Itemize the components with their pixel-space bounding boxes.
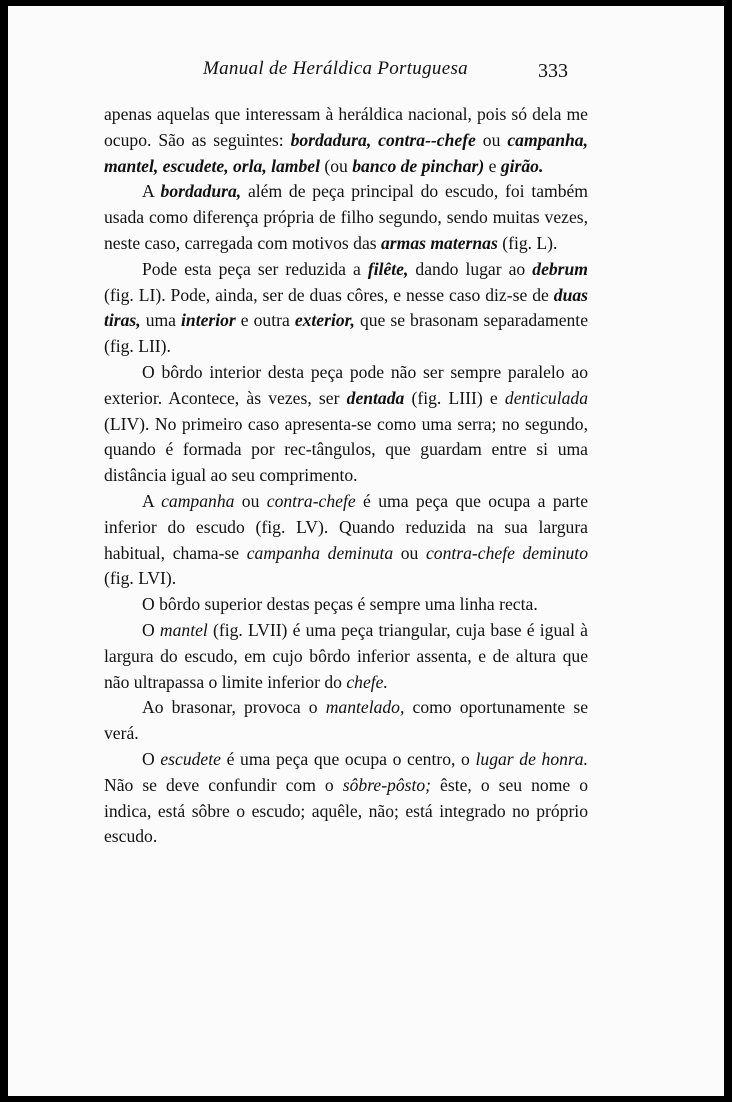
text-run: (fig. L). (497, 232, 558, 253)
text-run: Pode esta peça ser reduzida a (142, 258, 368, 279)
paragraph-1 (104, 102, 588, 179)
text-run: ou (475, 129, 508, 150)
term-interior: interior (181, 310, 236, 331)
paragraph-6 (104, 592, 588, 618)
running-title: Manual de Heráldica Portuguesa (203, 58, 468, 79)
term-bordadura: bordadura, (160, 181, 242, 202)
text-run: O (142, 619, 160, 640)
text-run: ou (234, 490, 267, 511)
term-armas-maternas: armas maternas (381, 232, 498, 253)
paragraph-7 (104, 618, 588, 695)
text-run: e outra (235, 310, 295, 331)
term-mantel: mantel (159, 619, 208, 640)
text-run: além de peça principal do escudo, foi também usada como diferença própria de filho segundo, sendo muitas vezes, neste caso, carregada com motivos das (104, 181, 588, 253)
text-run: O (142, 748, 161, 769)
term-lugar-de-honra: lugar de honra. (475, 748, 588, 769)
paragraph-2 (104, 179, 588, 256)
term-exterior: exterior, (294, 310, 355, 331)
term-chefe: chefe. (346, 671, 388, 692)
text-run: A (142, 181, 161, 202)
text-run: Não se deve confundir com o (104, 774, 343, 795)
term-campanha: campanha (161, 490, 235, 511)
paragraph-4 (104, 360, 588, 489)
term-sobre-posto: sôbre-pôsto; (342, 774, 432, 795)
book-page (8, 6, 724, 1096)
paragraph-9 (104, 747, 588, 850)
text-run: uma (140, 310, 182, 331)
paragraph-3 (104, 257, 588, 360)
term-banco-de-pinchar: banco de pinchar) (352, 155, 485, 176)
text-run: A (142, 490, 162, 511)
paragraph-8 (104, 695, 588, 747)
text-run: O bôrdo interior desta peça pode não ser sempre paralelo ao exterior. Acontece, às vezes, ser (104, 361, 588, 408)
term-contra-chefe-deminuto: contra-chefe deminuto (425, 542, 588, 563)
text-run: O bôrdo superior destas peças é sempre uma linha recta. (142, 594, 538, 615)
text-run: (LIV). No primeiro caso apresenta-se como uma serra; no segundo, quando é formada por rec-tângulos, que guardam entre si uma distância igual ao seu comprimento. (104, 413, 588, 486)
text-run: êste, o seu nome o indica, está sôbre o escudo; aquêle, não; está integrado no próprio escudo. (104, 774, 588, 847)
term-contra-chefe: contra-chefe (266, 490, 356, 511)
term-campanha-deminuta: campanha deminuta (246, 542, 394, 563)
text-run: (fig. LIII) e (404, 387, 505, 408)
term-list: campanha, mantel, escudete, orla, lambel (104, 129, 588, 176)
term-filete: filête, (367, 258, 409, 279)
term-escudete: escudete (160, 748, 221, 769)
term-girao: girão. (500, 155, 544, 176)
text-run: como oportunamente se verá. (104, 697, 589, 744)
text-run: (fig. LI). Pode, ainda, ser de duas côres, e nesse caso diz-se de (104, 284, 554, 305)
term-dentada: dentada (346, 387, 405, 408)
term-mantelado: mantelado, (325, 697, 405, 718)
body-text (104, 102, 588, 850)
text-run: (fig. LVII) é uma peça triangular, cuja base é igual à largura do escudo, em cujo bôrdo inferior assenta, e de altura que não ultrapassa o limite inferior do (104, 619, 588, 692)
text-run: que se brasonam separadamente (fig. LII). (104, 310, 589, 357)
text-run: Ao brasonar, provoca o (142, 697, 326, 718)
text-run: apenas aquelas que interessam à heráldica nacional, pois só dela me ocupo. São as seguintes: (104, 104, 588, 150)
text-run: ou (393, 542, 426, 563)
paragraph-5 (104, 489, 588, 592)
text-run: (ou (320, 155, 353, 176)
text-run: dando lugar ao (408, 258, 533, 279)
page-number: 333 (538, 60, 568, 82)
text-run: e (484, 155, 501, 176)
term-denticulada: denticulada (504, 387, 588, 408)
term-bordadura-contra-chefe: bordadura, contra--chefe (290, 129, 476, 150)
text-run: (fig. LVI). (104, 568, 177, 589)
term-duas-tiras: duas tiras, (104, 284, 588, 331)
page-header (8, 58, 724, 88)
text-run: é uma peça que ocupa o centro, o (220, 748, 476, 769)
term-debrum: debrum (532, 258, 588, 279)
text-run: é uma peça que ocupa a parte inferior do escudo (fig. LV). Quando reduzida na sua largura habitual, chama-se (104, 490, 589, 563)
